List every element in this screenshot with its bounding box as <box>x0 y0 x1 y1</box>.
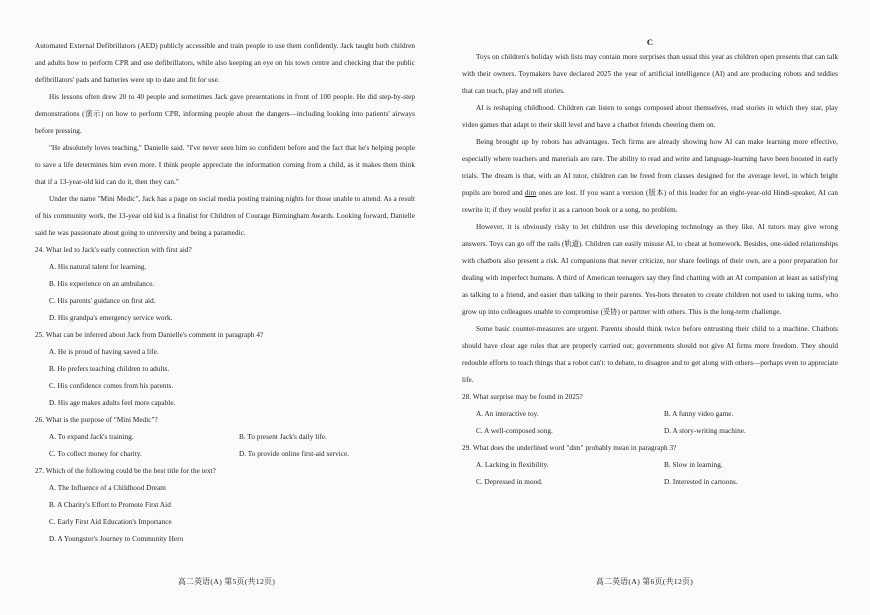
answer-option: D. Interested in cartoons. <box>664 478 738 486</box>
question-stem: 25. What can be inferred about Jack from Danielle's comment in paragraph 4? <box>35 331 264 339</box>
answer-option: B. A funny video game. <box>664 410 734 418</box>
question-25 <box>35 327 415 412</box>
question-24 <box>35 242 415 327</box>
answer-option: C. Depressed in mood. <box>476 478 543 486</box>
page-footer-right: 高二英语(A) 第6页(共12页) <box>596 577 694 586</box>
left-page <box>35 38 415 548</box>
answer-option: A. An interactive toy. <box>476 410 539 418</box>
question-26 <box>35 412 415 463</box>
question-stem: 24. What led to Jack's early connection with first aid? <box>35 246 192 254</box>
passage-paragraph: His lessons often drew 20 to 40 people and sometimes Jack gave presentations in front of 100 people. He did step-by-step demonstrations (演示) on how to perform CPR, informing people about the dangers—including looking into patients' airways before pressing. <box>35 93 415 135</box>
answer-option: B. To present Jack's daily life. <box>239 433 327 441</box>
answer-option: C. A well-composed song. <box>476 427 553 435</box>
section-heading: C <box>646 37 654 47</box>
answer-option: B. He prefers teaching children to adults. <box>49 365 170 373</box>
answer-option: C. His parents' guidance on first aid. <box>49 297 156 305</box>
answer-option: D. His age makes adults feel more capable. <box>49 399 176 407</box>
answer-option: A. To expand Jack's training. <box>49 433 134 441</box>
answer-option: D. His grandpa's emergency service work. <box>49 314 173 322</box>
question-29 <box>462 440 838 491</box>
answer-option: D. A Youngster's Journey to Community Hero <box>49 535 184 543</box>
answer-option: B. His experience on an ambulance. <box>49 280 155 288</box>
answer-option: A. He is proud of having saved a life. <box>49 348 159 356</box>
answer-option: C. His confidence comes from his parents. <box>49 382 174 390</box>
question-stem: 27. Which of the following could be the best title for the text? <box>35 467 216 475</box>
passage-paragraph: However, it is obviously risky to let children use this developing technology as they like. AI tutors may give wrong answers. Toys can go off the rails (轨道). Children can easily misuse AI, to cheat at homework. Besides, one-sided relationships with chatbots also present a risk. AI companions that never criticize, nor share feelings of their own, are a poor preparation for dealing with imperfect humans. A third of American teenagers say they find chatting with an AI companion at least as satisfying as talking to a friend, and easier than talking to their parents. Yes-bots threaten to create children not used to taking turns, who grow up into colleagues unable to compromise (妥协) or partner with others. This is the long-term challenge. <box>462 223 838 316</box>
underlined-word: dim <box>524 189 537 197</box>
question-27 <box>35 463 415 548</box>
answer-option: C. Early First Aid Education's Importance <box>49 518 172 526</box>
passage-paragraph: Under the name "Mini Medic", Jack has a page on social media posting training nights for those unable to attend. As a result of his community work, the 13-year old kid is a finalist for Children of Courage Birmingham Awards. Looking forward, Danielle said he was passionate about going to university and being a paramedic. <box>35 195 415 237</box>
answer-option: B. A Charity's Effort to Promote First Aid <box>49 501 171 509</box>
passage-paragraph: AI is reshaping childhood. Children can listen to songs composed about themselves, read stories in which they star, play video games that adapt to their skill level and have a chatbot friends cheering them on. <box>462 104 838 129</box>
answer-option: A. His natural talent for learning. <box>49 263 147 271</box>
question-28 <box>462 389 838 440</box>
passage-paragraph: Automated External Defibrillators (AED) publicly accessible and train people to use them confidently. Jack taught both children and adults how to perform CPR and use defibrillators, while also keeping an eye on his town centre and checking that the public defibrillators' pads and batteries were up to date and fit for use. <box>35 42 415 84</box>
paragraph-text: ones are lost. If you want a version (版本) of this leader for an eight-year-old Hindi-speaker, AI can rewrite it; if they would prefer it as a cartoon book or a song, no problem. <box>462 189 838 214</box>
paragraph-text: Being brought up by robots has advantages. Tech firms are already showing how AI can make learning more effective, especially where teachers and materials are rare. The ability to read and write and language-learning have been boosted in early trials. The dream is that, with an AI tutor, children can be freed from classes designed for the average level, in which bright pupils are bored and <box>462 138 838 197</box>
page-footer-left: 高二英语(A) 第5页(共12页) <box>178 577 276 586</box>
passage-paragraph: Some basic counter-measures are urgent. Parents should think twice before entrusting their child to a machine. Chatbots should have clear age rules that are properly carried out; governments should not give AI firms more freedom. They should redouble efforts to teach things that a robot can't: to debate, to disagree and to get along with others—perhaps even to appreciate life. <box>462 325 838 384</box>
question-stem: 28. What surprise may be found in 2025? <box>462 393 583 401</box>
right-page <box>462 38 838 491</box>
answer-option: D. A story-writing machine. <box>664 427 746 435</box>
answer-option: D. To provide online first-aid service. <box>239 450 350 458</box>
passage-paragraph: "He absolutely loves teaching," Danielle said. "I've never seen him so confident before and the fact that he's helping people to save a life determines him even more. I think people appreciate the information coming from a child, as it makes them think that if a 13-year-old kid can do it, then they can." <box>35 144 415 186</box>
answer-option: A. Lacking in flexibility. <box>476 461 549 469</box>
answer-option: B. Slow in learning. <box>664 461 723 469</box>
answer-option: C. To collect money for charity. <box>49 450 142 458</box>
question-stem: 26. What is the purpose of "Mini Medic"? <box>35 416 158 424</box>
answer-option: A. The Influence of a Childhood Dream <box>49 484 166 492</box>
passage-paragraph: Toys on children's holiday wish lists may contain more surprises than usual this year as children open presents that can talk with their owners. Toymakers have declared 2025 the year of artificial intelligence (AI) and are producing robots and teddies that can teach, play and tell stories. <box>462 53 838 95</box>
passage-paragraph <box>462 134 838 219</box>
question-stem: 29. What does the underlined word "dim" probably mean in paragraph 3? <box>462 444 677 452</box>
